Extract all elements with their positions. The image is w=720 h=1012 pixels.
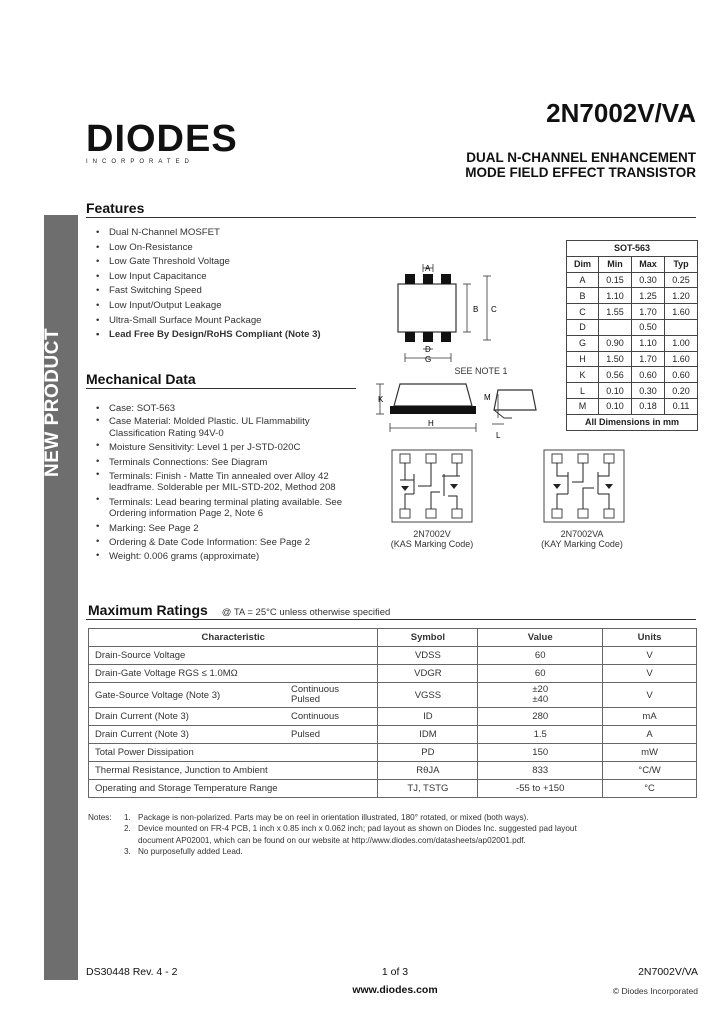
subtitle-line-1: DUAL N-CHANNEL ENHANCEMENT xyxy=(466,150,696,165)
subtitle-line-2: MODE FIELD EFFECT TRANSISTOR xyxy=(465,165,696,180)
dim-cell: C xyxy=(567,304,599,320)
dim-cell: D xyxy=(567,319,599,335)
ratings-char-sub: Continuous xyxy=(291,711,340,722)
dim-cell: M xyxy=(567,398,599,414)
dim-cell xyxy=(664,319,697,335)
mechanical-item: • Ordering & Date Code Information: See Page 2 xyxy=(96,535,358,549)
ratings-header: Units xyxy=(603,629,697,647)
ratings-unit: V xyxy=(603,647,697,665)
ratings-symbol: ID xyxy=(378,708,478,726)
ratings-symbol: IDM xyxy=(378,726,478,744)
dim-label-d: D xyxy=(425,345,431,354)
dim-cell: G xyxy=(567,335,599,351)
ratings-header: Symbol xyxy=(378,629,478,647)
ratings-row xyxy=(89,762,697,780)
ratings-char-sub: Continuous Pulsed xyxy=(291,684,340,705)
see-note-label: SEE NOTE 1 xyxy=(454,366,508,376)
dim-cell: 0.10 xyxy=(599,383,632,399)
schematic-right-caption xyxy=(518,529,646,549)
schematic-right-marking: (KAY Marking Code) xyxy=(541,539,623,549)
dim-row xyxy=(567,383,698,399)
features-heading: Features xyxy=(86,200,696,218)
dim-header: Max xyxy=(632,256,665,272)
mechanical-item: • Terminals Connections: See Diagram xyxy=(96,455,358,469)
max-ratings-title: Maximum Ratings xyxy=(88,602,208,618)
schematic-right-name: 2N7002VA xyxy=(560,529,604,539)
ratings-unit: mA xyxy=(603,708,697,726)
package-name: SOT-563 xyxy=(567,241,698,257)
dim-header: Dim xyxy=(567,256,599,272)
dim-cell: 0.60 xyxy=(664,367,697,383)
ratings-char xyxy=(89,780,378,798)
ratings-unit: °C/W xyxy=(603,762,697,780)
feature-item: • Low Gate Threshold Voltage xyxy=(96,255,346,270)
mechanical-item: • Moisture Sensitivity: Level 1 per J-STD-020C xyxy=(96,439,358,454)
dim-cell: 1.70 xyxy=(632,304,665,320)
dim-label-c: C xyxy=(491,305,497,314)
max-ratings-heading xyxy=(88,602,390,618)
feature-item: • Fast Switching Speed xyxy=(96,284,346,299)
features-list xyxy=(96,226,346,343)
dimension-table xyxy=(566,240,698,431)
dim-footer: All Dimensions in mm xyxy=(567,414,698,430)
note-text: Package is non-polarized. Parts may be on reel in orientation illustrated, 180° rotated, or mixed (both ways). xyxy=(138,813,529,822)
package-top-view xyxy=(385,258,505,378)
mechanical-item: • Marking: See Page 2 xyxy=(96,520,358,535)
dim-label-h: H xyxy=(428,419,434,428)
footer-page: 1 of 3 xyxy=(381,966,409,978)
note-number: 2. xyxy=(124,824,131,834)
dim-cell: 1.50 xyxy=(599,351,632,367)
ratings-row xyxy=(89,708,697,726)
dim-row xyxy=(567,319,698,335)
logo-sub: INCORPORATED xyxy=(86,159,194,165)
company-logo xyxy=(86,120,236,166)
dim-cell: 1.60 xyxy=(664,304,697,320)
dim-cell: 0.10 xyxy=(599,398,632,414)
dim-cell: 0.18 xyxy=(632,398,665,414)
ratings-char xyxy=(89,744,378,762)
footer-part: 2N7002V/VA xyxy=(638,966,698,978)
ratings-symbol: VDGR xyxy=(378,665,478,683)
dim-cell: 0.11 xyxy=(664,398,697,414)
ratings-value: 60 xyxy=(478,665,603,683)
ratings-char xyxy=(89,665,378,683)
ratings-char-text: Thermal Resistance, Junction to Ambient xyxy=(95,765,268,776)
dim-cell: L xyxy=(567,383,599,399)
ratings-char-text: Total Power Dissipation xyxy=(95,747,194,758)
schematic-left-marking: (KAS Marking Code) xyxy=(390,539,474,549)
dim-cell: B xyxy=(567,288,599,304)
dim-row xyxy=(567,335,698,351)
mechanical-item: • Terminals: Finish - Matte Tin annealed over Alloy 42 leadframe. Solderable per MIL-STD-202, Method 208 xyxy=(96,469,358,494)
dim-cell: 1.10 xyxy=(599,288,632,304)
ratings-row xyxy=(89,726,697,744)
max-ratings-table xyxy=(88,628,697,798)
dim-label-m: M xyxy=(484,393,491,402)
dim-cell: 0.20 xyxy=(664,383,697,399)
note-number: 1. xyxy=(124,813,131,822)
footer-doc-number: DS30448 Rev. 4 - 2 xyxy=(86,966,178,978)
ratings-symbol: TJ, TSTG xyxy=(378,780,478,798)
dim-cell: 1.60 xyxy=(664,351,697,367)
dim-cell: 0.30 xyxy=(632,383,665,399)
notes-label: Notes: xyxy=(88,813,112,822)
ratings-unit: V xyxy=(603,665,697,683)
ratings-value: 60 xyxy=(478,647,603,665)
sidebar-label: NEW PRODUCT xyxy=(42,327,63,477)
logo-name: DIODES xyxy=(86,118,238,160)
dim-cell xyxy=(599,319,632,335)
ratings-value: ±20 ±40 xyxy=(478,683,603,708)
ratings-value: 280 xyxy=(478,708,603,726)
ratings-char-text: Drain Current (Note 3) xyxy=(95,711,189,722)
dim-row xyxy=(567,272,698,288)
ratings-row xyxy=(89,780,697,798)
dim-cell: K xyxy=(567,367,599,383)
dim-cell: 1.25 xyxy=(632,288,665,304)
max-ratings-condition: @ TA = 25°C unless otherwise specified xyxy=(221,607,391,618)
dim-label-a: A xyxy=(425,264,431,273)
mechanical-item: • Terminals: Lead bearing terminal plating available. See Ordering information Page 2, Note 6 xyxy=(96,494,358,520)
ratings-symbol: VGSS xyxy=(378,683,478,708)
ratings-value: 150 xyxy=(478,744,603,762)
ratings-row xyxy=(89,647,697,665)
part-number: 2N7002V/VA xyxy=(546,98,696,128)
max-ratings-rule xyxy=(86,619,696,620)
ratings-char-text: Drain-Gate Voltage RGS ≤ 1.0MΩ xyxy=(95,668,238,679)
mechanical-item: • Case: SOT-563 xyxy=(96,402,358,415)
ratings-char xyxy=(89,683,378,708)
ratings-unit: °C xyxy=(603,780,697,798)
dim-label-k: K xyxy=(378,395,384,404)
dim-cell: 1.70 xyxy=(632,351,665,367)
schematic-left-caption xyxy=(368,529,496,549)
dim-header: Min xyxy=(599,256,632,272)
dim-row xyxy=(567,304,698,320)
ratings-value: 1.5 xyxy=(478,726,603,744)
note-text: No purposefully added Lead. xyxy=(138,846,243,856)
feature-item: • Ultra-Small Surface Mount Package xyxy=(96,314,346,329)
ratings-char xyxy=(89,708,378,726)
ratings-char xyxy=(89,647,378,665)
feature-item: • Dual N-Channel MOSFET xyxy=(96,226,346,241)
footer-website-link[interactable]: www.diodes.com xyxy=(352,984,438,996)
ratings-symbol: PD xyxy=(378,744,478,762)
feature-item: • Low Input Capacitance xyxy=(96,270,346,285)
ratings-char-text: Drain Current (Note 3) xyxy=(95,729,189,740)
ratings-char-text: Drain-Source Voltage xyxy=(95,650,186,661)
feature-item: • Low On-Resistance xyxy=(96,241,346,256)
mechanical-item: • Case Material: Molded Plastic. UL Flammability Classification Rating 94V-0 xyxy=(96,415,358,439)
new-product-sidebar xyxy=(44,215,78,980)
dim-cell: 0.90 xyxy=(599,335,632,351)
dim-cell: 0.56 xyxy=(599,367,632,383)
ratings-char-text: Gate-Source Voltage (Note 3) xyxy=(95,689,221,701)
dim-cell: 0.15 xyxy=(599,272,632,288)
dim-cell: 1.10 xyxy=(632,335,665,351)
ratings-header: Characteristic xyxy=(89,629,378,647)
ratings-header: Value xyxy=(478,629,603,647)
ratings-row xyxy=(89,744,697,762)
dim-header: Typ xyxy=(664,256,697,272)
dim-cell: 0.30 xyxy=(632,272,665,288)
dim-cell: 1.20 xyxy=(664,288,697,304)
ratings-char xyxy=(89,762,378,780)
ratings-char xyxy=(89,726,378,744)
ratings-unit: V xyxy=(603,683,697,708)
schematic-2n7002va xyxy=(540,446,628,526)
dim-row xyxy=(567,288,698,304)
ratings-symbol: RθJA xyxy=(378,762,478,780)
footer-copyright: © Diodes Incorporated xyxy=(612,986,698,996)
schematic-left-name: 2N7002V xyxy=(413,529,451,539)
dim-cell: 1.00 xyxy=(664,335,697,351)
note-text: Device mounted on FR-4 PCB, 1 inch x 0.85 inch x 0.062 inch; pad layout as shown on Diodes Inc. suggested pad layout document AP02001, which can be found on our website at http://www.diodes.com/datasheets/ap02001.pdf. xyxy=(138,824,577,845)
ratings-symbol: VDSS xyxy=(378,647,478,665)
dim-row xyxy=(567,351,698,367)
dim-cell: 1.55 xyxy=(599,304,632,320)
dim-label-g: G xyxy=(425,355,432,364)
dim-label-l: L xyxy=(496,431,501,440)
ratings-char-sub: Pulsed xyxy=(291,729,321,740)
ratings-char-text: Operating and Storage Temperature Range xyxy=(95,783,278,794)
ratings-value: 833 xyxy=(478,762,603,780)
dim-cell: A xyxy=(567,272,599,288)
notes-section xyxy=(88,812,608,857)
dim-label-b: B xyxy=(473,305,479,314)
dim-cell: 0.60 xyxy=(632,367,665,383)
dim-row xyxy=(567,367,698,383)
schematic-2n7002v xyxy=(388,446,476,526)
note-number: 3. xyxy=(124,846,131,856)
ratings-value: -55 to +150 xyxy=(478,780,603,798)
dim-cell: 0.25 xyxy=(664,272,697,288)
dim-cell: 0.50 xyxy=(632,319,665,335)
feature-item: • Lead Free By Design/RoHS Compliant (Note 3) xyxy=(96,328,346,343)
ratings-row xyxy=(89,683,697,708)
ratings-row xyxy=(89,665,697,683)
dim-row xyxy=(567,398,698,414)
mechanical-list xyxy=(96,402,358,564)
feature-item: • Low Input/Output Leakage xyxy=(96,299,346,314)
dim-cell: H xyxy=(567,351,599,367)
mechanical-heading: Mechanical Data xyxy=(86,371,356,389)
mechanical-item: • Weight: 0.006 grams (approximate) xyxy=(96,549,358,563)
product-subtitle xyxy=(465,150,696,180)
package-lead-view xyxy=(478,386,538,442)
ratings-unit: A xyxy=(603,726,697,744)
ratings-unit: mW xyxy=(603,744,697,762)
